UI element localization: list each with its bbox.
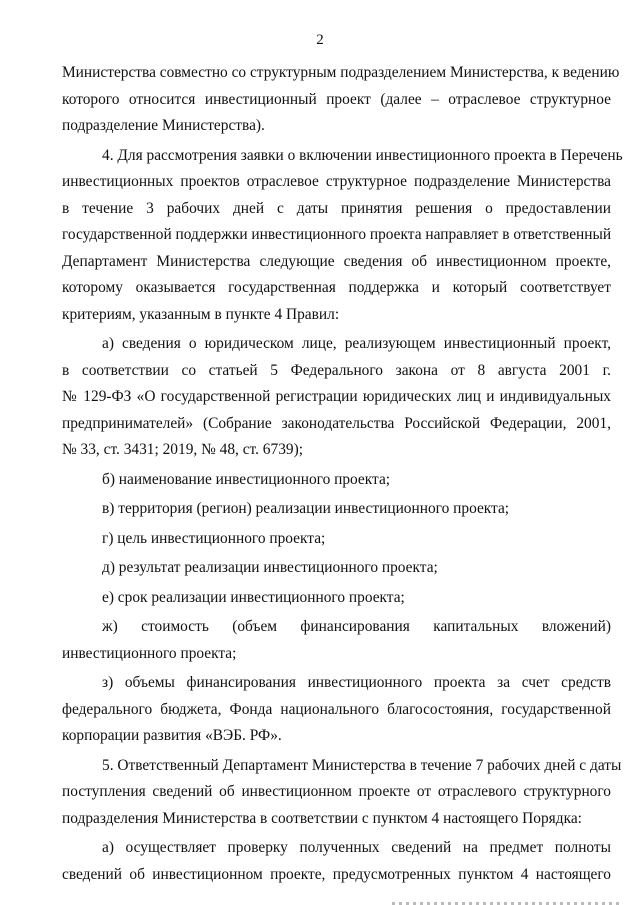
text-line: Министерства совместно со структурным подразделением Министерства, к ведению [62, 64, 620, 81]
text-line: а) осуществляет проверку полученных сведений на предмет полноты [102, 839, 611, 856]
text-line: Департамент Министерства следующие сведения об инвестиционном проекте, [62, 252, 611, 270]
paragraph [62, 331, 611, 464]
paragraph [62, 467, 611, 494]
text-line: критериям, указанным в пункте 4 Правил: [62, 305, 340, 323]
text-line: поступления сведений об инвестиционном проекте от отраслевого структурного [62, 783, 611, 800]
text-line: з) объемы финансирования инвестиционного проекта за счет средств [102, 674, 611, 691]
document-body [62, 60, 623, 888]
paragraph [62, 526, 611, 553]
page-number: 2 [316, 32, 324, 48]
text-line: 5. Ответственный Департамент Министерства в течение 7 рабочих дней с даты [102, 756, 622, 774]
text-line: а) сведения о юридическом лице, реализующем инвестиционный проект, [102, 335, 611, 352]
paragraph [62, 496, 611, 523]
paragraph [62, 670, 611, 750]
text-line: инвестиционных проектов отраслевое структурное подразделение Министерства [62, 173, 611, 190]
text-line: в соответствии со статьей 5 Федерального закона от 8 августа 2001 г. [62, 361, 611, 379]
text-line: № 33, ст. 3431; 2019, № 48, ст. 6739); [62, 441, 303, 458]
paragraph [62, 585, 611, 612]
text-line: г) цель инвестиционного проекта; [102, 529, 326, 547]
text-line: сведений об инвестиционном проекте, предусмотренных пунктом 4 настоящего [62, 865, 611, 883]
paragraph [62, 555, 611, 582]
text-line: в) территория (регион) реализации инвестиционного проекта; [102, 500, 510, 517]
text-line: федерального бюджета, Фонда национального благосостояния, государственной [62, 700, 611, 718]
paragraph [62, 143, 623, 329]
text-line: подразделения Министерства в соответствии с пунктом 4 настоящего Порядка: [62, 809, 582, 827]
text-line: д) результат реализации инвестиционного проекта; [102, 559, 438, 576]
paragraph [62, 614, 611, 667]
text-line: б) наименование инвестиционного проекта; [102, 470, 391, 488]
text-line: предпринимателей» (Собрание законодательства Российской Федерации, 2001, [62, 414, 611, 432]
text-line: е) срок реализации инвестиционного проекта; [102, 588, 405, 606]
text-line: 4. Для рассмотрения заявки о включении инвестиционного проекта в Перечень [102, 146, 623, 164]
text-line: в течение 3 рабочих дней с даты принятия решения о предоставлении [62, 199, 611, 217]
text-line: подразделение Министерства). [62, 117, 265, 134]
text-line: корпорации развития «ВЭБ. РФ». [62, 727, 282, 744]
text-line: инвестиционного проекта; [62, 644, 237, 662]
text-line: № 129-ФЗ «О государственной регистрации юридических лиц и индивидуальных [62, 388, 611, 405]
text-line: государственной поддержки инвестиционного проекта направляет в ответственный [62, 226, 612, 243]
paragraph [62, 835, 611, 888]
paragraph [62, 60, 620, 140]
text-line: ж) стоимость (объем финансирования капитальных вложений) [102, 618, 611, 635]
text-line: которого относится инвестиционный проект (далее – отраслевое структурное [62, 90, 611, 108]
paragraph [62, 753, 622, 833]
text-line: которому оказывается государственная поддержка и который соответствует [62, 279, 611, 296]
